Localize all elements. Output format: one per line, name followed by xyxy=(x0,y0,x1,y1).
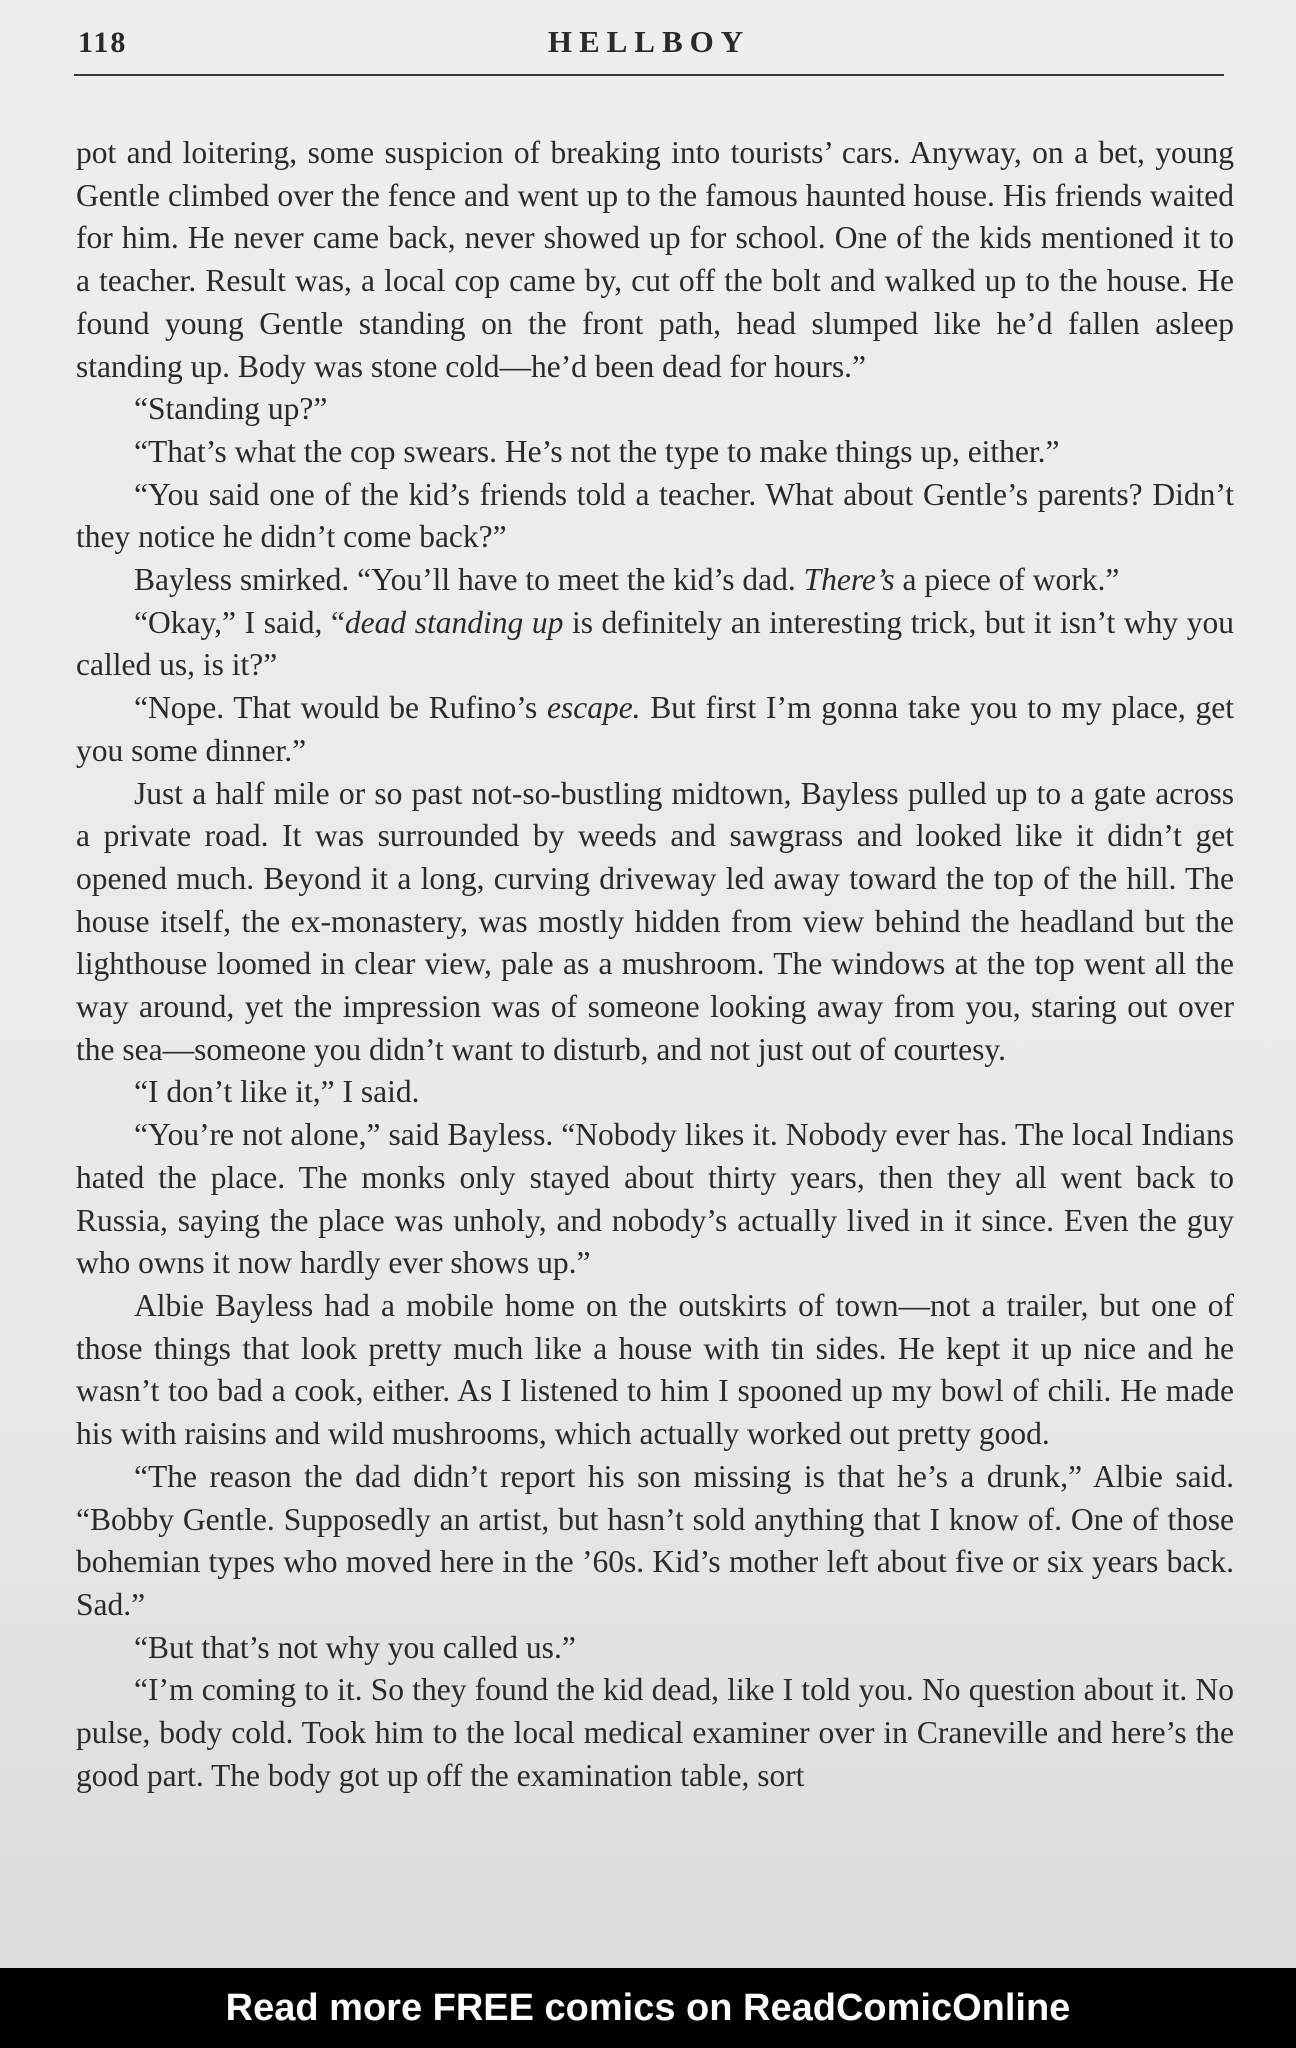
paragraph: “I’m coming to it. So they found the kid dead, like I told you. No question about it. No pulse, body cold. Took him to the local medical examiner over in Craneville and here’s the good part. The body got up off the examination table, sort xyxy=(76,1672,1234,1793)
paragraph-text: a piece of work.” xyxy=(894,562,1120,598)
paragraph: “That’s what the cop swears. He’s not the type to make things up, either.” xyxy=(134,433,1060,469)
paragraph: Just a half mile or so past not-so-bustling midtown, Bayless pulled up to a gate across a private road. It was surrounded by weeds and sawgrass and looked like it didn’t get opened much. Beyond it a long, curving driveway led away toward the top of the hill. The house itself, the ex-monastery, was mostly hidden from view behind the headland but the lighthouse loomed in clear view, pale as a mushroom. The windows at the top went all the way around, yet the impression was of someone looking away from you, staring out over the sea—someone you didn’t want to disturb, and not just out of courtesy. xyxy=(76,775,1234,1067)
paragraph: “The reason the dad didn’t report his son missing is that he’s a drunk,” Albie said. “Bobby Gentle. Supposedly an artist, but hasn’t sold anything that I know of. One of those bohemian types who moved here in the ’60s. Kid’s mother left about five or six years back. Sad.” xyxy=(76,1458,1234,1622)
paragraph xyxy=(76,602,1234,687)
paragraph xyxy=(76,559,1234,602)
running-head xyxy=(74,18,1224,76)
emphasis: dead standing up xyxy=(344,604,564,640)
emphasis: escape. xyxy=(546,690,641,726)
paragraph: “But that’s not why you called us.” xyxy=(134,1629,576,1665)
paragraph: Albie Bayless had a mobile home on the outskirts of town—not a trailer, but one of those things that look pretty much like a house with tin sides. He kept it up nice and he wasn’t too bad a cook, either. As I listened to him I spooned up my bowl of chili. He made his with raisins and wild mushrooms, which actually worked out pretty good. xyxy=(76,1287,1234,1452)
paragraph-text: is definitely an interesting trick, but it isn’t why you called us, is it?” xyxy=(76,604,1234,683)
paragraph-text: Bayless smirked. “You’ll have to meet the kid’s dad. xyxy=(134,562,804,598)
paragraph: “You said one of the kid’s friends told a teacher. What about Gentle’s parents? Didn’t they notice he didn’t come back?” xyxy=(76,476,1234,555)
paragraph: pot and loitering, some suspicion of breaking into tourists’ cars. Anyway, on a bet, young Gentle climbed over the fence and went up to the famous haunted house. His friends waited for him. He never came back, never showed up for school. One of the kids mentioned it to a teacher. Result was, a local cop came by, cut off the bolt and walked up to the house. He found young Gentle standing on the front path, head slumped like he’d fallen asleep standing up. Body was stone cold—he’d been dead for hours.” xyxy=(76,135,1234,384)
emphasis: There’s xyxy=(803,562,895,598)
book-title: HELLBOY xyxy=(547,24,751,59)
promo-banner xyxy=(0,1968,1296,2048)
paragraph-text: “Okay,” I said, “ xyxy=(134,604,345,640)
body-text xyxy=(76,132,1234,1797)
paragraph: “I don’t like it,” I said. xyxy=(134,1074,420,1110)
paragraph-text: But first I’m gonna take you to my place, get you some dinner.” xyxy=(76,690,1234,768)
page-number: 118 xyxy=(78,26,128,59)
paragraph-text: “Nope. That would be Rufino’s xyxy=(134,690,547,726)
promo-link[interactable]: Read more FREE comics on ReadComicOnline xyxy=(225,1986,1071,2029)
paragraph: “Standing up?” xyxy=(134,391,328,427)
paragraph: “You’re not alone,” said Bayless. “Nobody likes it. Nobody ever has. The local Indians hated the place. The monks only stayed about thirty years, then they all went back to Russia, saying the place was unholy, and nobody’s actually lived in it since. Even the guy who owns it now hardly ever shows up.” xyxy=(76,1117,1234,1281)
paragraph xyxy=(76,687,1234,772)
